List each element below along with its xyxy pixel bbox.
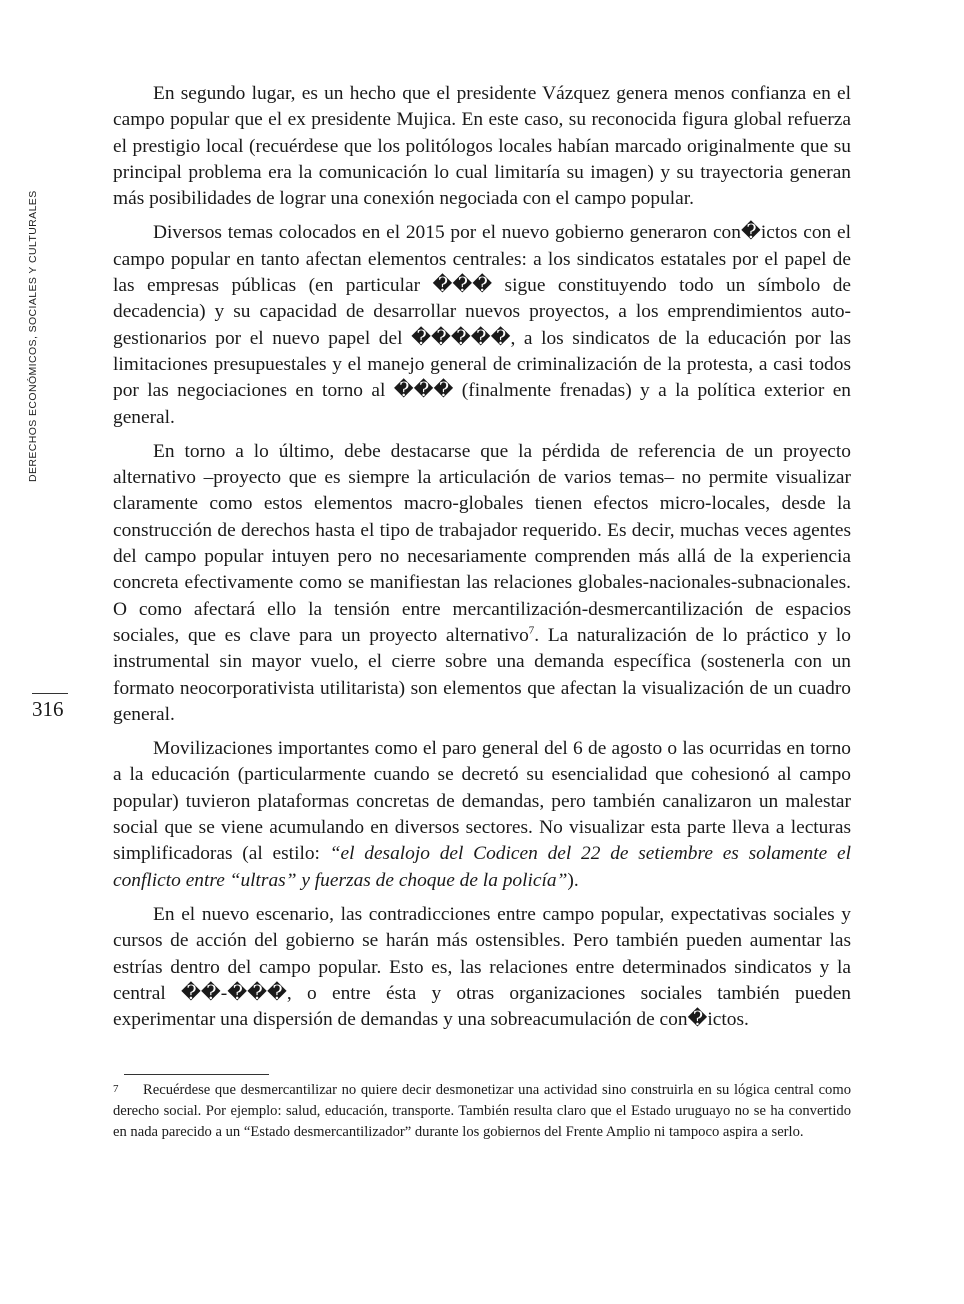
paragraph-5-text: En el nuevo escenario, las contradicciones entre campo popular, expectativas sociales y cursos de acción del gobierno se harán más ostensibles. Pero también pueden aumentar las estrías dentro del campo popular. Esto es, las relaciones entre determinados sindicatos y la central ��-���, o entre ésta y otras organizaciones sociales también pueden experimentar una dispersión de demandas y una sobreacumulación de con�ictos. [113, 903, 851, 1031]
page-number-rule [32, 693, 68, 694]
page-number: 316 [32, 697, 64, 721]
paragraph-1 [113, 81, 851, 212]
footnote-number: 7 [113, 1083, 119, 1095]
running-header: DERECHOS ECONÓMICOS, SOCIALES Y CULTURALES [27, 190, 39, 482]
footnote-text: Recuérdese que desmercantilizar no quiere decir desmonetizar una actividad sino construirla en su lógica central como derecho social. Por ejemplo: salud, educación, transporte. También resulta claro que el Estado uruguayo no se ha convertido en nada parecido a un “Estado desmercantilizador” durante los gobiernos del Frente Amplio ni tampoco aspira a serlo. [113, 1082, 851, 1140]
footnote-reference: 7 [528, 624, 535, 637]
paragraph-4-text: Movilizaciones importantes como el paro general del 6 de agosto o las ocurridas en torno a la educación (particularmente cuando se decretó su esencialidad que cohesionó al campo popular) tuvieron plataformas concretas de demandas, pero también canalizaron un malestar social que se viene acumulando en diversos sectores. No visualizar esta parte lleva a lecturas simplificadoras (al estilo: [113, 738, 851, 865]
footnote [113, 1080, 851, 1143]
paragraph-4-quote: “el desalojo del Codicen del 22 de setiembre es solamente el conflicto entre “ultras” y fuerzas de choque de la policía” [113, 843, 851, 891]
footnote-rule [124, 1074, 269, 1075]
paragraph-3 [113, 439, 851, 728]
paragraph-3-text: En torno a lo último, debe destacarse que la pérdida de referencia de un proyecto alternativo –proyecto que es siempre la articulación de varios temas– no permite visualizar claramente como estos elementos macro-globales tienen efectos micro-locales, desde la construcción de derechos hasta el tipo de trabajador requerido. Es decir, muchas veces agentes del campo popular intuyen pero no necesariamente comprenden más allá de la experiencia concreta efectivamente como se manifiestan las relaciones globales-nacionales-subnacionales. O como afectará ello la tensión entre mercantilización-desmercantilización de espacios sociales, que es clave para un proyecto alternativo [113, 440, 851, 646]
paragraph-2-text: Diversos temas colocados en el 2015 por el nuevo gobierno generaron con�ictos con el campo popular en tanto afectan elementos centrales: a los sindicatos estatales por el papel de las empresas públicas (en particular ��� sigue constituyendo todo un símbolo de decadencia) y su capacidad de desarrollar nuevos proyectos, a los emprendimientos autogestionarios por el nuevo papel del �����, a los sindicatos de la educación por las limitaciones presupuestales y el manejo general de criminalización de la protesta, a casi todos por las negociaciones en torno al ��� (finalmente frenadas) y a la política exterior en general. [113, 222, 851, 428]
paragraph-4-tail: ). [567, 869, 579, 891]
paragraph-1-text: En segundo lugar, es un hecho que el presidente Vázquez genera menos confianza en el campo popular que el ex presidente Mujica. En este caso, su reconocida figura global refuerza el prestigio local (recuérdese que los politólogos locales habían marcado originalmente que su principal problema era la comunicación lo cual limitaría su imagen) y su trayectoria generan más posibilidades de lograr una conexión negociada con el campo popular. [113, 83, 851, 210]
paragraph-5 [113, 902, 851, 1033]
paragraph-2 [113, 220, 851, 430]
paragraph-3-tail: . La naturalización de lo práctico y lo instrumental sin mayor vuelo, el cierre sobre una demanda específica (sostenerla con un formato neocorporativista utilitarista) son elementos que afectan la visualización de un cuadro general. [113, 624, 851, 725]
paragraph-4 [113, 736, 851, 894]
body-text [113, 81, 851, 1041]
